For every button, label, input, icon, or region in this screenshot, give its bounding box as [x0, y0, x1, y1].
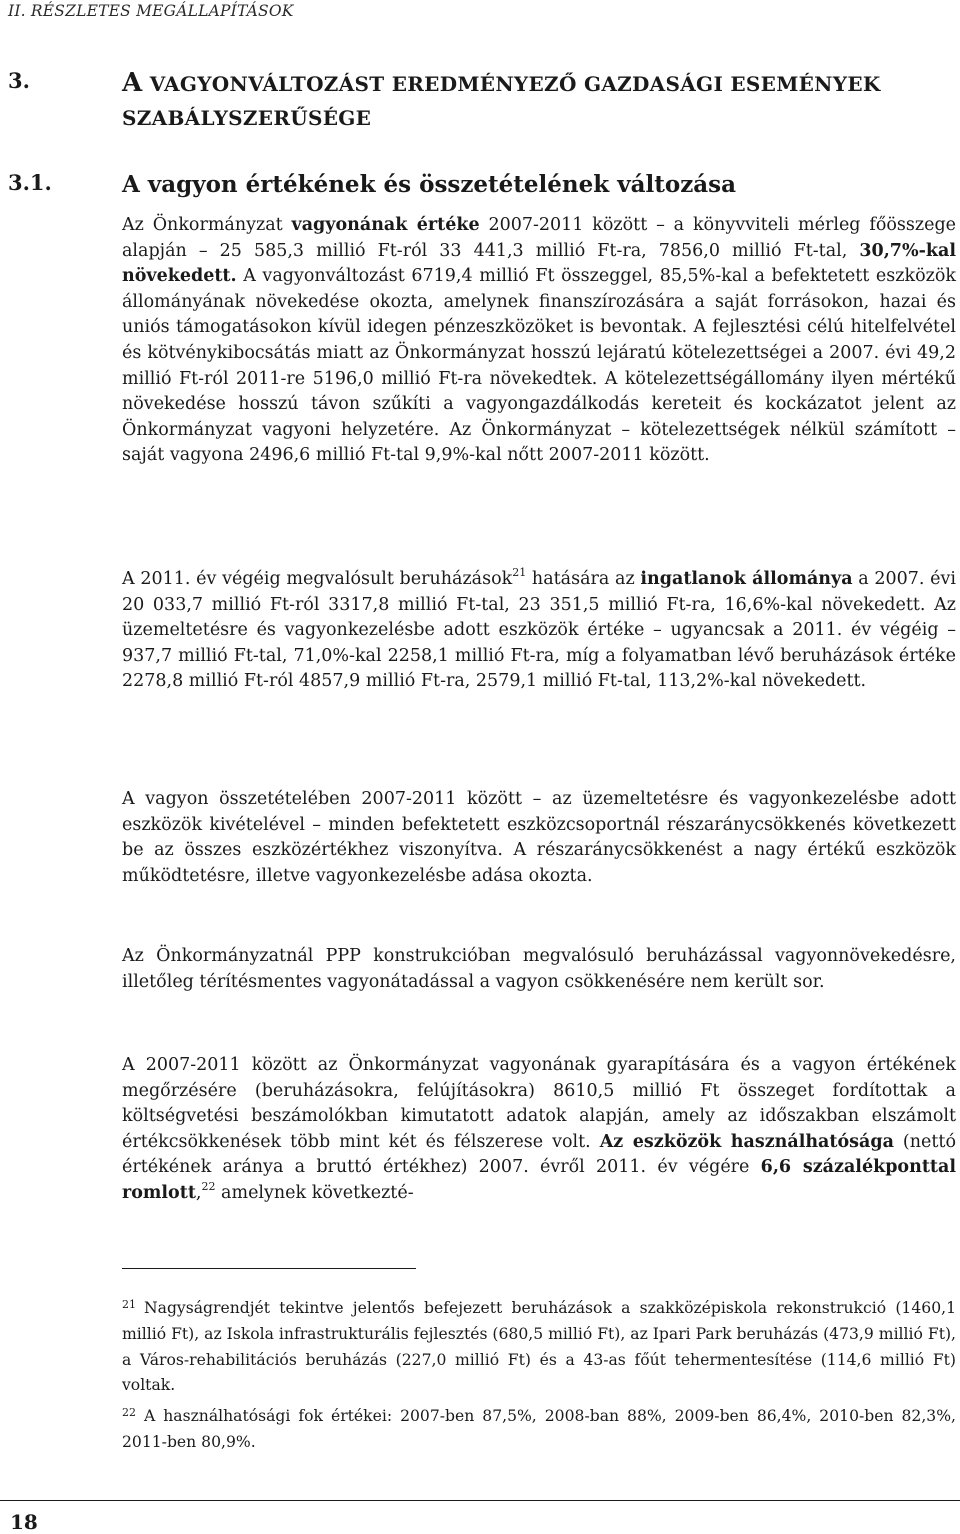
- paragraph-ppp: Az Önkormányzatnál PPP konstrukcióban megvalósuló beruházással vagyonnövekedésre, illetőleg térítésmentes vagyonátadással a vagyon csökkenésére nem került sor.: [122, 946, 956, 992]
- emphasis: 6,6 százalékponttal romlott: [122, 1157, 956, 1203]
- text-span: amelynek következté-: [215, 1182, 414, 1203]
- footnote-text: A használhatósági fok értékei: 2007-ben 87,5%, 2008-ban 88%, 2009-ben 86,4%, 2010-ben 82,3%, 2011-ben 80,9%.: [122, 1407, 956, 1452]
- section-number: 3.1.: [8, 170, 52, 195]
- paragraph-asset-composition: A vagyon összetételében 2007-2011 között – az üzemeltetésre és vagyonkezelésbe adott eszközök kivételével – minden befektetett eszközcsoportnál részaránycsökkenés következett be az összes eszközértékhez viszonyítva. A részaránycsökkenést a nagy értékű eszközök működtetésre, illetve vagyonkezelésbe adása okozta.: [122, 789, 956, 886]
- text-span: A 2007-2011 között az Önkormányzat vagyonának gyarapítására és a vagyon értékének megőrzésére (beruházásokra, felújításokra) 8610,5 millió Ft összeget fordítottak a költségvetési beszámolókban kimutatott adatok alapján, amely az időszakban elszámolt értékcsökkenések több mint két és félszerese volt.: [122, 1055, 956, 1152]
- footer-divider: [0, 1500, 960, 1501]
- chapter-title: [122, 66, 958, 135]
- text-span: 2007-2011 között – a könyvviteli mérleg főösszege alapján – 25 585,3 millió Ft-ról 33 441,3 millió Ft-ra, 7856,0 millió Ft-tal,: [122, 215, 956, 261]
- emphasis: vagyonának értéke: [291, 215, 480, 235]
- footnote-number: 22: [122, 1406, 136, 1419]
- emphasis: ingatlanok állománya: [640, 569, 853, 589]
- text-span: hatására az: [526, 569, 641, 589]
- footnote-22: [122, 1404, 956, 1456]
- chapter-number: 3.: [8, 68, 30, 93]
- emphasis: Az eszközök használhatósága: [599, 1131, 894, 1152]
- footnote-divider: [122, 1268, 416, 1269]
- chapter-title-rest: VAGYONVÁLTOZÁST EREDMÉNYEZŐ GAZDASÁGI ESEMÉNYEK SZABÁLYSZERŰSÉGE: [122, 72, 881, 130]
- paragraph-real-estate: [122, 567, 956, 695]
- footnote-text: Nagyságrendjét tekintve jelentős befejezett beruházások a szakközépiskola rekonstrukció (1460,1 millió Ft), az Iskola infrastrukturális fejlesztés (680,5 millió Ft), az Ipari Park beruházás (473,9 millió Ft), a Város-rehabilitációs beruházás (227,0 millió Ft) és a 43-as főút tehermentesítése (114,6 millió Ft) voltak.: [122, 1299, 956, 1395]
- text-span: A vagyonváltozást 6719,4 millió Ft összeggel, 85,5%-kal a befektetett eszközök állományának növekedése okozta, amelynek finanszírozására a saját forrásokon, hazai és uniós támogatásokon kívül idegen pénzeszközöket is bevontak. A fejlesztési célú hitelfelvétel és kötvénykibocsátás miatt az Önkormányzat hosszú lejáratú kötelezettségei a 2007. évi 49,2 millió Ft-ról 2011-re 5196,0 millió Ft-ra növekedtek. A kötelezettségállomány ilyen mértékű növekedése hosszú távon szűkíti a vagyongazdálkodás kereteit és kockázatot jelent az Önkormányzat vagyoni helyzetére. Az Önkormányzat – kötelezettségek nélkül számított – saját vagyona 2496,6 millió Ft-tal 9,9%-kal nőtt 2007-2011 között.: [122, 266, 956, 466]
- footnote-21: [122, 1296, 956, 1399]
- chapter-title-initial: A: [122, 68, 143, 98]
- paragraph-asset-value: [122, 213, 956, 469]
- section-title: A vagyon értékének és összetételének változása: [122, 171, 737, 198]
- text-span: ,: [195, 1182, 202, 1203]
- page-number: 18: [10, 1510, 38, 1534]
- text-span: A 2011. év végéig megvalósult beruházások: [122, 569, 513, 589]
- footnote-ref-21[interactable]: 21: [512, 566, 527, 580]
- text-span: (nettó értékének aránya a bruttó értékhez) 2007. évről 2011. év végére: [122, 1131, 956, 1178]
- paragraph-usability: [122, 1053, 956, 1207]
- text-span: Az Önkormányzat: [122, 215, 292, 235]
- running-header: II. RÉSZLETES MEGÁLLAPÍTÁSOK: [8, 2, 294, 20]
- footnote-number: 21: [122, 1298, 136, 1311]
- text-span: a 2007. évi 20 033,7 millió Ft-ról 3317,8 millió Ft-tal, 23 351,5 millió Ft-ra, 16,6%-kal növekedett. Az üzemeltetésre és vagyonkezelésbe adott eszközök értéke – ugyancsak a 2011. év végéig – 937,7 millió Ft-tal, 71,0%-kal 2258,1 millió Ft-ra, míg a folyamatban lévő beruházások értéke 2278,8 millió Ft-ról 4857,9 millió Ft-ra, 2579,1 millió Ft-tal, 113,2%-kal növekedett.: [122, 569, 957, 692]
- footnote-ref-22[interactable]: 22: [201, 1180, 216, 1194]
- emphasis: 30,7%-kal növekedett.: [122, 240, 956, 287]
